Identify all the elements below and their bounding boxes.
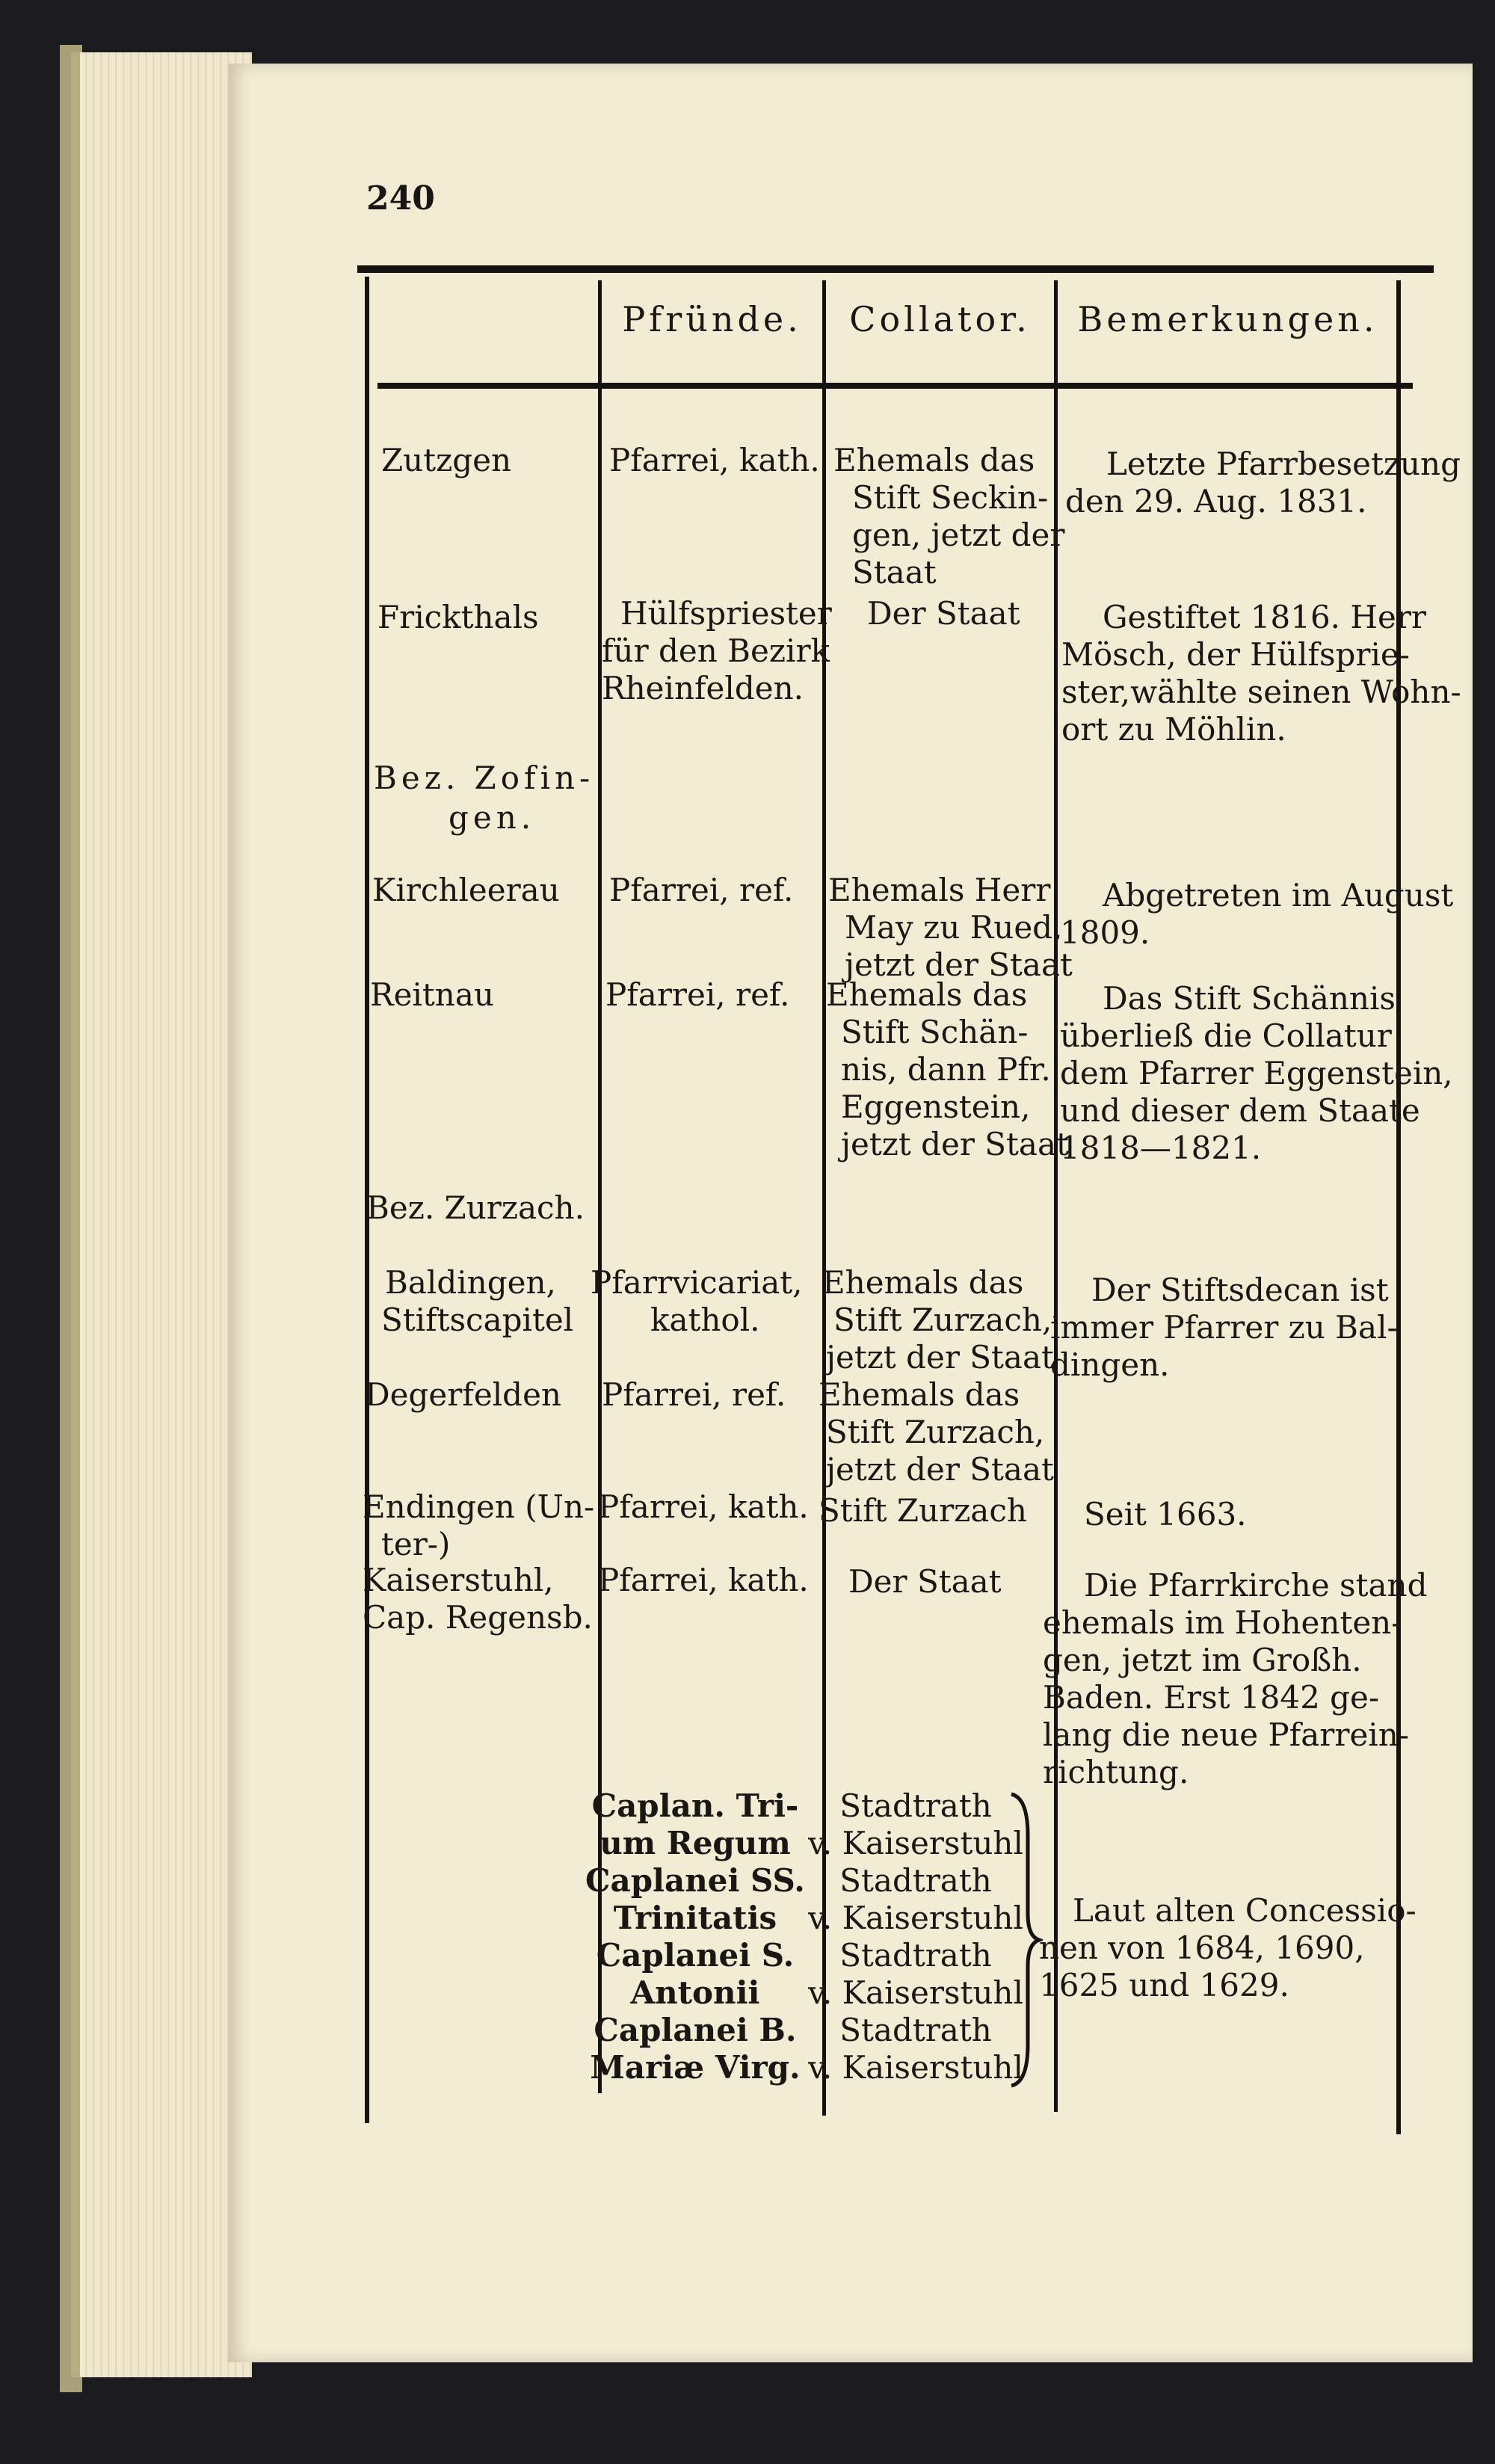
caplanei-collator-line: Stadtrath — [839, 1937, 992, 1974]
bemerkung-frickthals-line: Mösch, der Hülfsprie- — [1061, 636, 1410, 673]
collator-endingen: Stift Zurzach — [819, 1492, 1027, 1529]
collator-zutzgen-line: Staat — [852, 554, 937, 591]
bemerkung-reitnau-line: überließ die Collatur — [1060, 1017, 1392, 1054]
caplanei-pfruende-line: Caplanei B. — [594, 2012, 797, 2048]
collator-degerfelden-line: Ehemals das — [819, 1376, 1020, 1413]
place-baldingen-line: Stiftscapitel — [381, 1302, 574, 1338]
place-kaiserstuhl-line: Kaiserstuhl, — [363, 1562, 554, 1598]
caplanei-pfruende-line: Mariæ Virg. — [590, 2049, 801, 2086]
pfruende-reitnau: Pfarrei, ref. — [605, 976, 790, 1013]
collator-baldingen-line: Stift Zurzach, — [833, 1302, 1052, 1338]
bemerkung-endingen: Seit 1663. — [1084, 1496, 1247, 1533]
table-top-rule — [357, 265, 1434, 273]
caplanei-pfruende-line: um Regum — [599, 1825, 791, 1861]
col-divider-right — [1396, 280, 1401, 2134]
bemerkung-kirchleerau-line: 1809. — [1060, 914, 1150, 951]
bemerkung-kaiserstuhl-line: richtung. — [1043, 1754, 1189, 1790]
page-number: 240 — [366, 179, 435, 218]
pfruende-baldingen-line: Pfarrvicariat, — [591, 1264, 803, 1301]
pfruende-kirchleerau: Pfarrei, ref. — [609, 872, 794, 908]
caplanei-collator-line: Stadtrath — [839, 1787, 992, 1824]
bemerkung-zutzgen-line: den 29. Aug. 1831. — [1065, 483, 1367, 520]
pfruende-endingen: Pfarrei, kath. — [598, 1488, 809, 1525]
collator-reitnau-line: Eggenstein, — [841, 1088, 1031, 1125]
place-kirchleerau: Kirchleerau — [372, 872, 560, 908]
caplanei-bemerkung-line: nen von 1684, 1690, — [1039, 1929, 1365, 1966]
header-pfruende: Pfründe. — [622, 299, 802, 339]
bemerkung-reitnau-line: 1818—1821. — [1060, 1130, 1262, 1166]
bemerkung-zutzgen-line: Letzte Pfarrbesetzung — [1106, 446, 1461, 482]
caplanei-pfruende-line: Caplan. Tri- — [591, 1787, 799, 1824]
caplanei-pfruende-line: Trinitatis — [613, 1900, 777, 1936]
caplanei-pfruende-line: Antonii — [630, 1974, 760, 2011]
col-divider-3 — [1054, 280, 1058, 2112]
bemerkung-frickthals-line: ort zu Möhlin. — [1061, 711, 1286, 748]
pfruende-frickthals-line: für den Bezirk — [602, 632, 830, 669]
place-baldingen-line: Baldingen, — [385, 1264, 556, 1301]
collator-kirchleerau-line: May zu Rued, — [845, 909, 1063, 946]
caplanei-collator-line: v. Kaiserstuhl — [808, 1974, 1023, 2011]
collator-reitnau-line: Ehemals das — [826, 976, 1028, 1013]
book-page-edges — [71, 52, 252, 2377]
district-zofingen-line: gen. — [449, 799, 536, 836]
place-degerfelden: Degerfelden — [365, 1376, 561, 1413]
collator-degerfelden-line: jetzt der Staat — [826, 1451, 1054, 1488]
header-collator: Collator. — [849, 299, 1031, 339]
bemerkung-baldingen-line: immer Pfarrer zu Bal- — [1050, 1309, 1398, 1346]
pfruende-frickthals-line: Rheinfelden. — [602, 670, 804, 706]
pfruende-degerfelden: Pfarrei, ref. — [602, 1376, 786, 1413]
bemerkung-frickthals-line: Gestiftet 1816. Herr — [1103, 599, 1427, 635]
pfruende-frickthals-line: Hülfspriester — [620, 595, 832, 632]
place-endingen-line: ter-) — [381, 1526, 451, 1562]
bemerkung-kaiserstuhl-line: gen, jetzt im Großh. — [1043, 1642, 1362, 1678]
caplanei-pfruende-line: Caplanei S. — [596, 1937, 795, 1974]
collator-reitnau-line: Stift Schän- — [841, 1014, 1029, 1050]
caplanei-bemerkung-line: 1625 und 1629. — [1039, 1967, 1289, 2003]
district-zurzach: Bez. Zurzach. — [366, 1189, 585, 1226]
collator-kaiserstuhl: Der Staat — [848, 1563, 1002, 1600]
caplanei-collator-line: Stadtrath — [839, 1862, 992, 1899]
bemerkung-kaiserstuhl-line: lang die neue Pfarrein- — [1043, 1716, 1409, 1753]
collator-zutzgen-line: Ehemals das — [833, 442, 1035, 478]
place-kaiserstuhl-line: Cap. Regensb. — [363, 1599, 593, 1636]
table-header-rule — [377, 383, 1413, 389]
collator-reitnau-line: nis, dann Pfr. — [841, 1051, 1051, 1088]
pfruende-kaiserstuhl: Pfarrei, kath. — [598, 1562, 809, 1598]
bemerkung-baldingen-line: Der Stiftsdecan ist — [1091, 1272, 1389, 1308]
collator-baldingen-line: jetzt der Staat — [826, 1339, 1054, 1376]
place-zutzgen: Zutzgen — [381, 442, 512, 478]
bemerkung-kaiserstuhl-line: Baden. Erst 1842 ge- — [1043, 1679, 1380, 1716]
bemerkung-baldingen-line: dingen. — [1050, 1346, 1170, 1383]
place-frickthals: Frickthals — [377, 599, 539, 635]
district-zofingen-line: Bez. Zofin- — [374, 760, 595, 796]
bemerkung-frickthals-line: ster,wählte seinen Wohn- — [1061, 674, 1461, 710]
caplanei-bemerkung-line: Laut alten Concessio- — [1073, 1892, 1417, 1929]
caplanei-collator-line: v. Kaiserstuhl — [808, 1825, 1023, 1861]
collator-degerfelden-line: Stift Zurzach, — [826, 1414, 1045, 1450]
place-endingen-line: Endingen (Un- — [363, 1488, 595, 1525]
bemerkung-reitnau-line: dem Pfarrer Eggenstein, — [1060, 1055, 1453, 1091]
collator-frickthals: Der Staat — [867, 595, 1020, 632]
curly-brace — [1005, 1790, 1043, 2089]
collator-baldingen-line: Ehemals das — [822, 1264, 1024, 1301]
place-reitnau: Reitnau — [370, 976, 494, 1013]
pfruende-zutzgen: Pfarrei, kath. — [609, 442, 820, 478]
collator-kirchleerau-line: jetzt der Staat — [845, 946, 1073, 983]
bemerkung-kaiserstuhl-line: ehemals im Hohenten- — [1043, 1604, 1402, 1641]
caplanei-collator-line: v. Kaiserstuhl — [808, 1900, 1023, 1936]
bemerkung-reitnau-line: Das Stift Schännis — [1103, 980, 1396, 1017]
collator-kirchleerau-line: Ehemals Herr — [828, 872, 1051, 908]
caplanei-pfruende-line: Caplanei SS. — [585, 1862, 805, 1899]
collator-zutzgen-line: gen, jetzt der — [852, 517, 1065, 553]
caplanei-collator-line: Stadtrath — [839, 2012, 992, 2048]
header-bemerkungen: Bemerkungen. — [1077, 299, 1378, 339]
caplanei-collator-line: v. Kaiserstuhl — [808, 2049, 1023, 2086]
bemerkung-kirchleerau-line: Abgetreten im August — [1103, 877, 1454, 914]
bemerkung-kaiserstuhl-line: Die Pfarrkirche stand — [1084, 1567, 1428, 1604]
bemerkung-reitnau-line: und dieser dem Staate — [1060, 1092, 1420, 1129]
pfruende-baldingen-line: kathol. — [650, 1302, 760, 1338]
collator-zutzgen-line: Stift Seckin- — [852, 479, 1049, 516]
collator-reitnau-line: jetzt der Staat — [841, 1126, 1069, 1162]
